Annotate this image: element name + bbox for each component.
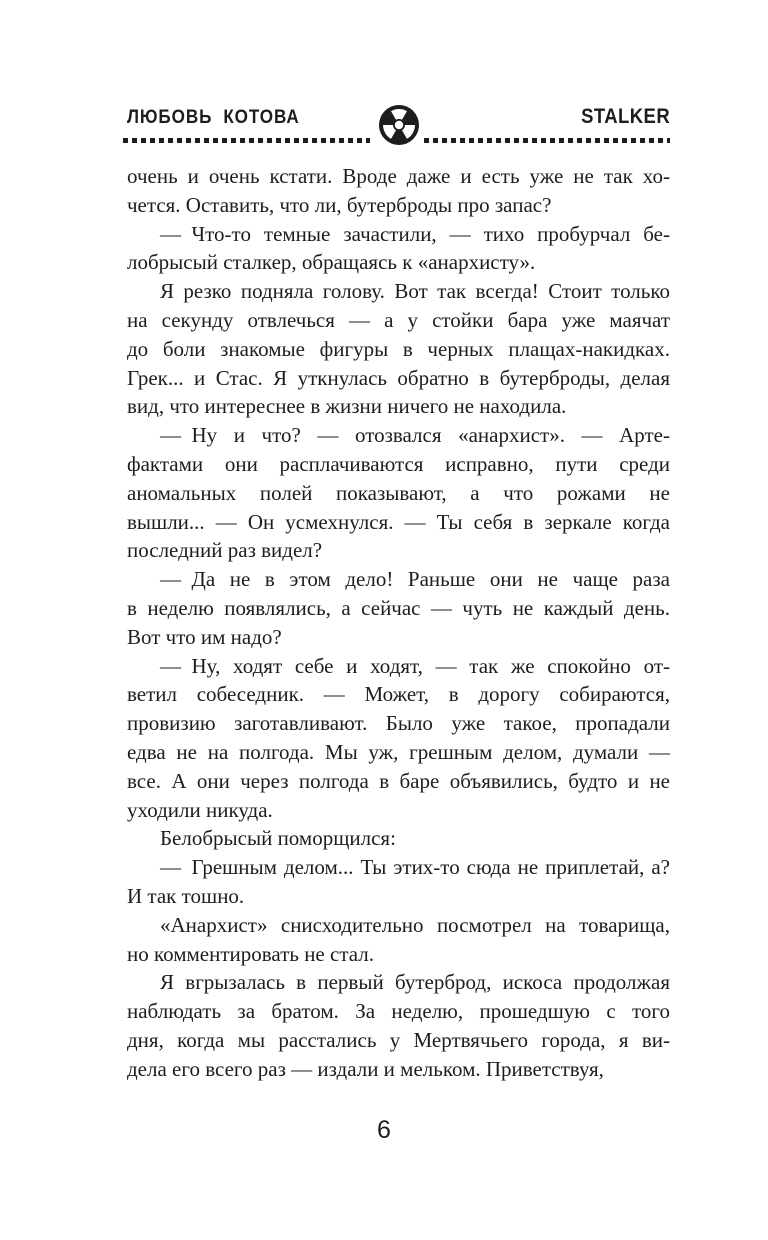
paragraph <box>127 824 670 853</box>
text-line: до боли знакомые фигуры в черных плащах-накидках. <box>127 336 670 361</box>
radiation-trefoil-icon <box>379 105 419 145</box>
text-line: в неделю появлялись, а сейчас — чуть не каждый день. <box>127 595 670 620</box>
text-line: очень и очень кстати. Вроде даже и есть уже не так хо- <box>127 164 670 188</box>
paragraph <box>127 911 670 969</box>
text-line: Я резко подняла голову. Вот так всегда! Стоит только <box>160 279 670 304</box>
text-line: ветил собеседник. — Может, в дорогу собираются, <box>127 682 670 707</box>
text-line: но комментировать не стал. <box>127 941 374 966</box>
text-line: Я вгрызалась в первый бутерброд, искоса продолжая <box>160 970 670 995</box>
text-line: вид, что интереснее в жизни ничего не находила. <box>127 394 567 419</box>
text-line: Белобрысый поморщился: <box>160 826 396 851</box>
dotted-rule-left <box>123 138 370 143</box>
text-line: Вот что им надо? <box>127 624 282 649</box>
text-line: И так тошно. <box>127 883 245 908</box>
page-number: 6 <box>377 1116 391 1144</box>
text-line: Грек... и Стас. Я уткнулась обратно в бутерброды, делая <box>127 365 670 390</box>
text-line: провизию заготавливают. Было уже такое, пропадали <box>127 711 670 736</box>
text-line: — Ну, ходят себе и ходят, — так же спокойно от- <box>160 653 670 678</box>
header-author: ЛЮБОВЬ КОТОВА <box>127 107 300 128</box>
body-text <box>127 162 670 1084</box>
text-line: дня, когда мы расстались у Мертвячьего города, я ви- <box>127 1027 670 1052</box>
paragraph <box>127 162 670 220</box>
header-series-title: STALKER <box>581 105 670 128</box>
text-line: «Анархист» снисходительно посмотрел на товарища, <box>160 912 670 937</box>
text-line: последний раз видел? <box>127 538 323 563</box>
paragraph <box>127 421 670 565</box>
paragraph <box>127 968 670 1083</box>
text-line: — Да не в этом дело! Раньше они не чаще раза <box>160 567 670 592</box>
text-line: — Грешным делом... Ты этих-то сюда не приплетай, а? <box>160 855 670 880</box>
text-line: вышли... — Он усмехнулся. — Ты себя в зеркале когда <box>127 509 670 534</box>
dotted-rule-right <box>424 138 670 143</box>
text-line: — Что-то темные зачастили, — тихо пробурчал бе- <box>160 221 670 246</box>
text-line: едва не на полгода. Мы уж, грешным делом, думали — <box>127 739 670 764</box>
paragraph <box>127 853 670 911</box>
text-line: фактами они расплачиваются исправно, пути среди <box>127 451 670 476</box>
paragraph <box>127 652 670 825</box>
paragraph <box>127 277 670 421</box>
text-line: дела его всего раз — издали и мельком. Приветствуя, <box>127 1056 604 1081</box>
text-line: на секунду отвлечься — а у стойки бара уже маячат <box>127 307 670 332</box>
paragraph <box>127 220 670 278</box>
paragraph <box>127 565 670 651</box>
text-line: аномальных полей показывают, а что рожами не <box>127 480 670 505</box>
text-line: уходили никуда. <box>127 797 273 822</box>
text-line: — Ну и что? — отозвался «анархист». — Арте- <box>160 423 670 448</box>
text-line: наблюдать за братом. За неделю, прошедшую с того <box>127 999 670 1024</box>
text-line: лобрысый сталкер, обращаясь к «анархисту». <box>127 250 536 275</box>
text-line: все. А они через полгода в баре объявились, будто и не <box>127 768 670 793</box>
text-line: чется. Оставить, что ли, бутерброды про запас? <box>127 192 552 217</box>
